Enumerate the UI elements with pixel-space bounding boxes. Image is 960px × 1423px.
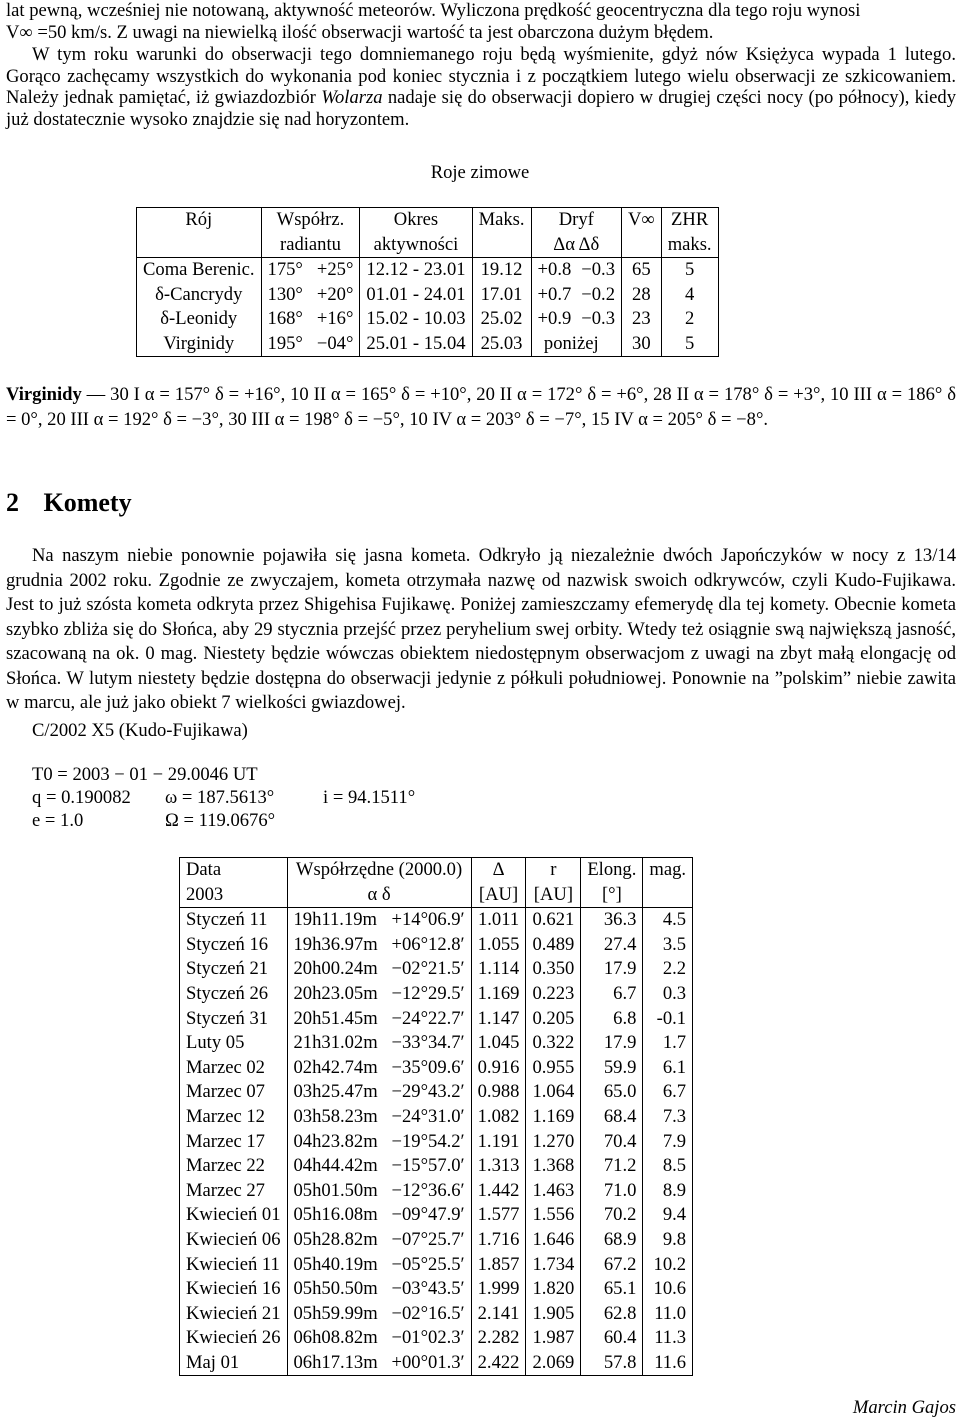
ephem-mag: 11.6 bbox=[643, 1351, 693, 1376]
ephem-delta: 1.147 bbox=[471, 1007, 526, 1032]
shower-velocity: 28 bbox=[622, 283, 662, 308]
ephem-r: 0.350 bbox=[526, 957, 581, 982]
ephem-mag: 11.0 bbox=[643, 1302, 693, 1327]
radiant-ra: 130° bbox=[267, 283, 303, 305]
ephem-header: α δ bbox=[287, 883, 471, 908]
shower-name: δ-Leonidy bbox=[137, 307, 262, 332]
roje-header: V∞ bbox=[622, 208, 662, 233]
ephem-coords bbox=[287, 1130, 471, 1155]
ephem-mag: 8.9 bbox=[643, 1179, 693, 1204]
ephem-date: Styczeń 21 bbox=[180, 957, 288, 982]
ephem-coords bbox=[287, 1056, 471, 1081]
ephem-row bbox=[180, 933, 693, 958]
shower-drift bbox=[531, 332, 621, 357]
shower-max: 19.12 bbox=[472, 258, 531, 283]
ephem-dec: −35°09.6′ bbox=[391, 1056, 465, 1078]
ephem-date: Marzec 12 bbox=[180, 1105, 288, 1130]
radiant-dec: +16° bbox=[316, 308, 354, 329]
radiant-dec: −04° bbox=[316, 332, 354, 354]
shower-radiant bbox=[261, 332, 360, 357]
shower-zhr: 4 bbox=[661, 283, 718, 308]
ephem-delta: 1.716 bbox=[471, 1228, 526, 1253]
shower-name: Coma Berenic. bbox=[137, 258, 262, 283]
ephem-delta: 1.313 bbox=[471, 1154, 526, 1179]
ephem-row bbox=[180, 1351, 693, 1376]
ephem-mag: 7.9 bbox=[643, 1130, 693, 1155]
ephem-row bbox=[180, 1031, 693, 1056]
ephem-dec: −09°47.9′ bbox=[391, 1204, 465, 1226]
drift-ra: poniżej bbox=[543, 332, 599, 354]
ephem-date: Kwiecień 16 bbox=[180, 1277, 288, 1302]
roje-header: maks. bbox=[661, 233, 718, 258]
ephem-elong: 65.0 bbox=[581, 1080, 643, 1105]
ephem-date: Kwiecień 06 bbox=[180, 1228, 288, 1253]
ephem-r: 1.270 bbox=[526, 1130, 581, 1155]
shower-radiant bbox=[261, 307, 360, 332]
ephem-row bbox=[180, 1277, 693, 1302]
ephem-elong: 70.2 bbox=[581, 1203, 643, 1228]
ephem-mag: -0.1 bbox=[643, 1007, 693, 1032]
orbit-q: q = 0.190082 bbox=[32, 787, 131, 808]
ephem-ra: 06h08.82m bbox=[293, 1327, 378, 1349]
ephem-delta: 1.577 bbox=[471, 1203, 526, 1228]
ephem-coords bbox=[287, 1031, 471, 1056]
ephem-mag: 10.6 bbox=[643, 1277, 693, 1302]
roje-header: Okres bbox=[360, 208, 472, 233]
ephem-date: Marzec 27 bbox=[180, 1179, 288, 1204]
roje-row bbox=[137, 307, 719, 332]
section-number: 2 bbox=[6, 488, 19, 517]
roje-header bbox=[622, 233, 662, 258]
ephem-elong: 6.7 bbox=[581, 982, 643, 1007]
ephem-header: mag. bbox=[643, 858, 693, 883]
ephem-elong: 36.3 bbox=[581, 908, 643, 933]
ephem-date: Marzec 02 bbox=[180, 1056, 288, 1081]
ephem-delta: 2.141 bbox=[471, 1302, 526, 1327]
ephem-elong: 71.0 bbox=[581, 1179, 643, 1204]
ephem-row bbox=[180, 1056, 693, 1081]
ephem-ra: 20h23.05m bbox=[293, 982, 378, 1004]
ephem-row bbox=[180, 1154, 693, 1179]
ephem-dec: −05°25.5′ bbox=[391, 1253, 465, 1275]
ephem-header: r bbox=[526, 858, 581, 883]
ephem-delta: 1.082 bbox=[471, 1105, 526, 1130]
shower-zhr: 2 bbox=[661, 307, 718, 332]
ephem-mag: 8.5 bbox=[643, 1154, 693, 1179]
ephem-mag: 2.2 bbox=[643, 957, 693, 982]
ephem-row bbox=[180, 1203, 693, 1228]
ephem-dec: −01°02.3′ bbox=[391, 1327, 465, 1349]
ephem-ra: 05h40.19m bbox=[293, 1253, 378, 1275]
ephem-elong: 60.4 bbox=[581, 1326, 643, 1351]
ephem-date: Kwiecień 01 bbox=[180, 1203, 288, 1228]
ephem-row bbox=[180, 1007, 693, 1032]
ephem-date: Kwiecień 26 bbox=[180, 1326, 288, 1351]
virginidy-label: Virginidy bbox=[6, 384, 82, 405]
ephem-ra: 04h23.82m bbox=[293, 1130, 378, 1152]
ephem-row bbox=[180, 1130, 693, 1155]
roje-header: Dryf bbox=[531, 208, 621, 233]
ephem-coords bbox=[287, 1007, 471, 1032]
ephem-elong: 68.9 bbox=[581, 1228, 643, 1253]
ephem-coords bbox=[287, 1326, 471, 1351]
intro-paragraph-italic: Wolarza bbox=[321, 87, 383, 108]
ephem-ra: 02h42.74m bbox=[293, 1056, 378, 1078]
ephem-row bbox=[180, 1253, 693, 1278]
ephem-mag: 10.2 bbox=[643, 1253, 693, 1278]
radiant-dec: +25° bbox=[316, 259, 354, 280]
ephem-dec: +00°01.3′ bbox=[391, 1351, 465, 1373]
ephem-coords bbox=[287, 908, 471, 933]
ephem-elong: 65.1 bbox=[581, 1277, 643, 1302]
ephem-elong: 70.4 bbox=[581, 1130, 643, 1155]
ephem-coords bbox=[287, 1203, 471, 1228]
shower-drift bbox=[531, 283, 621, 308]
shower-period: 01.01 - 24.01 bbox=[360, 283, 472, 308]
orbit-row-3 bbox=[32, 809, 415, 832]
roje-header bbox=[472, 233, 531, 258]
shower-max: 17.01 bbox=[472, 283, 531, 308]
ephem-elong: 67.2 bbox=[581, 1253, 643, 1278]
ephem-ra: 21h31.02m bbox=[293, 1032, 378, 1054]
roje-row bbox=[137, 332, 719, 357]
ephem-delta: 1.011 bbox=[471, 908, 526, 933]
orbit-t0: T0 = 2003 − 01 − 29.0046 UT bbox=[32, 764, 258, 785]
ephem-ra: 05h50.50m bbox=[293, 1278, 378, 1300]
roje-header: aktywności bbox=[360, 233, 472, 258]
shower-zhr: 5 bbox=[661, 258, 718, 283]
ephem-ra: 03h25.47m bbox=[293, 1081, 378, 1103]
ephem-elong: 59.9 bbox=[581, 1056, 643, 1081]
ephem-date: Styczeń 31 bbox=[180, 1007, 288, 1032]
ephem-ra: 20h00.24m bbox=[293, 958, 378, 980]
drift-ra: +0.7 bbox=[537, 283, 572, 305]
ephem-dec: −03°43.5′ bbox=[391, 1278, 465, 1300]
section-heading bbox=[6, 488, 132, 517]
shower-max: 25.03 bbox=[472, 332, 531, 357]
ephem-delta: 1.169 bbox=[471, 982, 526, 1007]
ephemeris-table bbox=[179, 857, 693, 1376]
ephem-delta: 1.114 bbox=[471, 957, 526, 982]
ephem-dec: +14°06.9′ bbox=[391, 909, 465, 931]
ephem-dec: −12°36.6′ bbox=[391, 1179, 465, 1201]
orbit-Omega: Ω = 119.0676° bbox=[165, 810, 276, 831]
ephem-header: Data bbox=[180, 858, 288, 883]
drift-ra: +0.8 bbox=[537, 259, 572, 280]
intro-paragraph bbox=[6, 44, 956, 130]
ephem-date: Marzec 07 bbox=[180, 1080, 288, 1105]
ephem-ra: 19h11.19m bbox=[293, 909, 377, 931]
virginidy-text: — 30 I α = 157° δ = +16°, 10 II α = 165° δ = +10°, 20 II α = 172° δ = +6°, 28 II α = 178° δ = +3°, 10 III α = 186° δ = 0°, 20 III α = 192° δ = −3°, 30 III α = 198° δ = −5°, 10 IV α = 203° δ = −7°, 15 IV α = 205° δ = −8°. bbox=[6, 384, 956, 430]
ephem-elong: 27.4 bbox=[581, 933, 643, 958]
ephem-date: Maj 01 bbox=[180, 1351, 288, 1376]
intro-paragraph-text: W tym roku warunki do obserwacji tego domniemanego roju będą wyśmienite, gdyż nów Księżyca wypada 1 lutego. Gorąco zachęcamy wszystkich do wykonania pod koniec stycznia i z początkiem lutego wielu obserwacji ze szkicowaniem. Należy jednak pamiętać, iż gwiazdozbiór bbox=[6, 44, 956, 108]
ephem-delta: 0.916 bbox=[471, 1056, 526, 1081]
ephem-date: Kwiecień 21 bbox=[180, 1302, 288, 1327]
ephem-ra: 20h51.45m bbox=[293, 1007, 378, 1029]
ephem-r: 1.905 bbox=[526, 1302, 581, 1327]
ephem-header: Współrzędne (2000.0) bbox=[287, 858, 471, 883]
ephem-coords bbox=[287, 1179, 471, 1204]
ephem-ra: 05h59.99m bbox=[293, 1302, 378, 1324]
ephem-delta: 2.422 bbox=[471, 1351, 526, 1376]
ephem-dec: −12°29.5′ bbox=[391, 982, 465, 1004]
ephem-delta: 1.442 bbox=[471, 1179, 526, 1204]
orbit-row-2 bbox=[32, 786, 415, 809]
intro-paragraph-end: nadaje się do obserwacji dopiero w drugiej części nocy (po północy), kiedy już dostatecznie wysoko znajdzie się nad horyzontem. bbox=[6, 87, 956, 130]
shower-max: 25.02 bbox=[472, 307, 531, 332]
roje-header: Maks. bbox=[472, 208, 531, 233]
ephem-date: Marzec 17 bbox=[180, 1130, 288, 1155]
ephem-delta: 2.282 bbox=[471, 1326, 526, 1351]
ephem-r: 1.646 bbox=[526, 1228, 581, 1253]
ephem-dec: −02°16.5′ bbox=[391, 1302, 465, 1324]
radiant-ra: 168° bbox=[267, 308, 303, 329]
ephem-ra: 05h01.50m bbox=[293, 1179, 378, 1201]
ephem-coords bbox=[287, 1277, 471, 1302]
ephem-ra: 04h44.42m bbox=[293, 1155, 378, 1177]
ephem-coords bbox=[287, 1253, 471, 1278]
ephem-mag: 3.5 bbox=[643, 933, 693, 958]
ephem-mag: 9.4 bbox=[643, 1203, 693, 1228]
ephem-elong: 71.2 bbox=[581, 1154, 643, 1179]
orbit-i: i = 94.1511° bbox=[323, 787, 416, 808]
ephem-coords bbox=[287, 1351, 471, 1376]
ephem-mag: 7.3 bbox=[643, 1105, 693, 1130]
roje-header: Rój bbox=[137, 208, 262, 233]
intro-line-2: V∞ =50 km/s. Z uwagi na niewielką ilość obserwacji wartość ta jest obarczona dużym błędem. bbox=[6, 22, 714, 43]
ephem-mag: 9.8 bbox=[643, 1228, 693, 1253]
ephem-ra: 03h58.23m bbox=[293, 1105, 378, 1127]
drift-ra: +0.9 bbox=[537, 308, 572, 329]
virginidy-paragraph bbox=[6, 383, 956, 432]
ephem-row bbox=[180, 1105, 693, 1130]
ephem-coords bbox=[287, 1105, 471, 1130]
roje-header: radiantu bbox=[261, 233, 360, 258]
ephem-elong: 17.9 bbox=[581, 957, 643, 982]
section-title: Komety bbox=[43, 488, 132, 517]
ephem-mag: 0.3 bbox=[643, 982, 693, 1007]
shower-radiant bbox=[261, 283, 360, 308]
ephem-coords bbox=[287, 957, 471, 982]
ephem-header: [AU] bbox=[471, 883, 526, 908]
ephem-dec: −24°22.7′ bbox=[391, 1007, 465, 1029]
drift-dec: −0.3 bbox=[581, 259, 615, 280]
komety-paragraph: Na naszym niebie ponownie pojawiła się jasna kometa. Odkryło ją niezależnie dwóch Japończyków w nocy z 13/14 grudnia 2002 roku. Zgodnie ze zwyczajem, kometa otrzymała nazwę od nazwisk swoich odkrywców, czyli Kudo-Fujikawa. Jest to już szósta kometa odkryta przez Shigehisa Fujikawę. Poniżej zamieszczamy efemerydę dla tej komety. Obecnie kometa szybko zbliża się do Słońca, aby 29 stycznia przejść przez peryhelium swej orbity. Wtedy też osiągnie swą największą jasność, szacowaną na ok. 0 mag. Niestety będzie wówczas obiektem niedostępnym obserwacjom z uwagi na zbyt małą elongację od Słońca. W lutym niestety będzie dostępna do obserwacji jedynie z półkuli południowej. Ponownie na ”polskim” niebie zawita w marcu, ale już jako obiekt 7 wielkości gwiazdowej. bbox=[6, 545, 956, 713]
ephem-mag: 6.7 bbox=[643, 1080, 693, 1105]
ephem-row bbox=[180, 982, 693, 1007]
ephem-r: 0.223 bbox=[526, 982, 581, 1007]
ephem-r: 0.322 bbox=[526, 1031, 581, 1056]
ephem-delta: 1.055 bbox=[471, 933, 526, 958]
ephem-r: 0.205 bbox=[526, 1007, 581, 1032]
ephem-r: 1.987 bbox=[526, 1326, 581, 1351]
ephem-r: 1.064 bbox=[526, 1080, 581, 1105]
ephem-coords bbox=[287, 933, 471, 958]
ephem-dec: −02°21.5′ bbox=[391, 958, 465, 980]
ephem-date: Luty 05 bbox=[180, 1031, 288, 1056]
ephem-elong: 62.8 bbox=[581, 1302, 643, 1327]
shower-velocity: 23 bbox=[622, 307, 662, 332]
shower-name: δ-Cancrydy bbox=[137, 283, 262, 308]
roje-header: ZHR bbox=[661, 208, 718, 233]
ephem-row bbox=[180, 1179, 693, 1204]
shower-velocity: 65 bbox=[622, 258, 662, 283]
ephem-r: 1.463 bbox=[526, 1179, 581, 1204]
ephem-dec: −33°34.7′ bbox=[391, 1032, 465, 1054]
radiant-ra: 195° bbox=[267, 332, 303, 354]
shower-drift bbox=[531, 258, 621, 283]
radiant-ra: 175° bbox=[267, 259, 303, 280]
shower-period: 15.02 - 10.03 bbox=[360, 307, 472, 332]
ephem-date: Styczeń 11 bbox=[180, 908, 288, 933]
ephem-ra: 06h17.13m bbox=[293, 1351, 378, 1373]
ephem-header: Elong. bbox=[581, 858, 643, 883]
ephem-r: 0.489 bbox=[526, 933, 581, 958]
ephem-dec: −24°31.0′ bbox=[391, 1105, 465, 1127]
ephem-date: Marzec 22 bbox=[180, 1154, 288, 1179]
roje-header bbox=[137, 233, 262, 258]
ephem-dec: +06°12.8′ bbox=[391, 933, 465, 955]
ephem-date: Styczeń 16 bbox=[180, 933, 288, 958]
roje-table bbox=[136, 207, 719, 357]
ephem-header: 2003 bbox=[180, 883, 288, 908]
roje-header: Współrz. bbox=[261, 208, 360, 233]
drift-dec: −0.2 bbox=[581, 283, 615, 305]
ephem-r: 1.556 bbox=[526, 1203, 581, 1228]
shower-zhr: 5 bbox=[661, 332, 718, 357]
roje-header: Δα Δδ bbox=[531, 233, 621, 258]
ephem-dec: −29°43.2′ bbox=[391, 1081, 465, 1103]
shower-period: 12.12 - 23.01 bbox=[360, 258, 472, 283]
ephem-mag: 1.7 bbox=[643, 1031, 693, 1056]
ephem-r: 2.069 bbox=[526, 1351, 581, 1376]
shower-radiant bbox=[261, 258, 360, 283]
orbit-omega: ω = 187.5613° bbox=[165, 787, 275, 808]
ephem-coords bbox=[287, 1228, 471, 1253]
ephem-dec: −07°25.7′ bbox=[391, 1228, 465, 1250]
ephem-row bbox=[180, 957, 693, 982]
ephem-elong: 17.9 bbox=[581, 1031, 643, 1056]
ephem-ra: 05h28.82m bbox=[293, 1228, 378, 1250]
ephem-delta: 1.857 bbox=[471, 1253, 526, 1278]
ephem-r: 1.820 bbox=[526, 1277, 581, 1302]
ephem-header bbox=[643, 883, 693, 908]
ephem-mag: 4.5 bbox=[643, 908, 693, 933]
ephem-header: [°] bbox=[581, 883, 643, 908]
shower-drift bbox=[531, 307, 621, 332]
intro-line-1: lat pewną, wcześniej nie notowaną, aktywność meteorów. Wyliczona prędkość geocentryczna dla tego roju wynosi bbox=[6, 0, 861, 21]
ephem-delta: 1.045 bbox=[471, 1031, 526, 1056]
ephem-delta: 1.191 bbox=[471, 1130, 526, 1155]
ephem-header: [AU] bbox=[526, 883, 581, 908]
ephem-row bbox=[180, 908, 693, 933]
roje-row bbox=[137, 283, 719, 308]
orbit-e: e = 1.0 bbox=[32, 810, 84, 831]
signature: Marcin Gajos bbox=[852, 1397, 956, 1418]
ephem-ra: 05h16.08m bbox=[293, 1204, 378, 1226]
radiant-dec: +20° bbox=[316, 283, 354, 305]
ephem-header: Δ bbox=[471, 858, 526, 883]
ephem-coords bbox=[287, 1154, 471, 1179]
ephem-r: 1.368 bbox=[526, 1154, 581, 1179]
shower-velocity: 30 bbox=[622, 332, 662, 357]
ephem-dec: −15°57.0′ bbox=[391, 1155, 465, 1177]
comet-name: C/2002 X5 (Kudo-Fujikawa) bbox=[32, 720, 248, 741]
ephem-row bbox=[180, 1080, 693, 1105]
roje-row bbox=[137, 258, 719, 283]
ephem-date: Styczeń 26 bbox=[180, 982, 288, 1007]
ephem-ra: 19h36.97m bbox=[293, 933, 378, 955]
ephem-r: 0.621 bbox=[526, 908, 581, 933]
ephem-r: 1.169 bbox=[526, 1105, 581, 1130]
ephem-row bbox=[180, 1302, 693, 1327]
ephem-coords bbox=[287, 982, 471, 1007]
ephem-row bbox=[180, 1326, 693, 1351]
ephem-date: Kwiecień 11 bbox=[180, 1253, 288, 1278]
ephem-elong: 68.4 bbox=[581, 1105, 643, 1130]
shower-name: Virginidy bbox=[137, 332, 262, 357]
orbit-elements bbox=[32, 763, 415, 832]
ephem-coords bbox=[287, 1302, 471, 1327]
ephem-coords bbox=[287, 1080, 471, 1105]
ephem-dec: −19°54.2′ bbox=[391, 1130, 465, 1152]
ephem-row bbox=[180, 1228, 693, 1253]
ephem-delta: 1.999 bbox=[471, 1277, 526, 1302]
shower-period: 25.01 - 15.04 bbox=[360, 332, 472, 357]
roje-title: Roje zimowe bbox=[430, 162, 530, 183]
drift-dec: −0.3 bbox=[581, 308, 615, 329]
ephem-r: 0.955 bbox=[526, 1056, 581, 1081]
ephem-mag: 11.3 bbox=[643, 1326, 693, 1351]
ephem-elong: 6.8 bbox=[581, 1007, 643, 1032]
ephem-elong: 57.8 bbox=[581, 1351, 643, 1376]
ephem-mag: 6.1 bbox=[643, 1056, 693, 1081]
ephem-r: 1.734 bbox=[526, 1253, 581, 1278]
ephem-delta: 0.988 bbox=[471, 1080, 526, 1105]
